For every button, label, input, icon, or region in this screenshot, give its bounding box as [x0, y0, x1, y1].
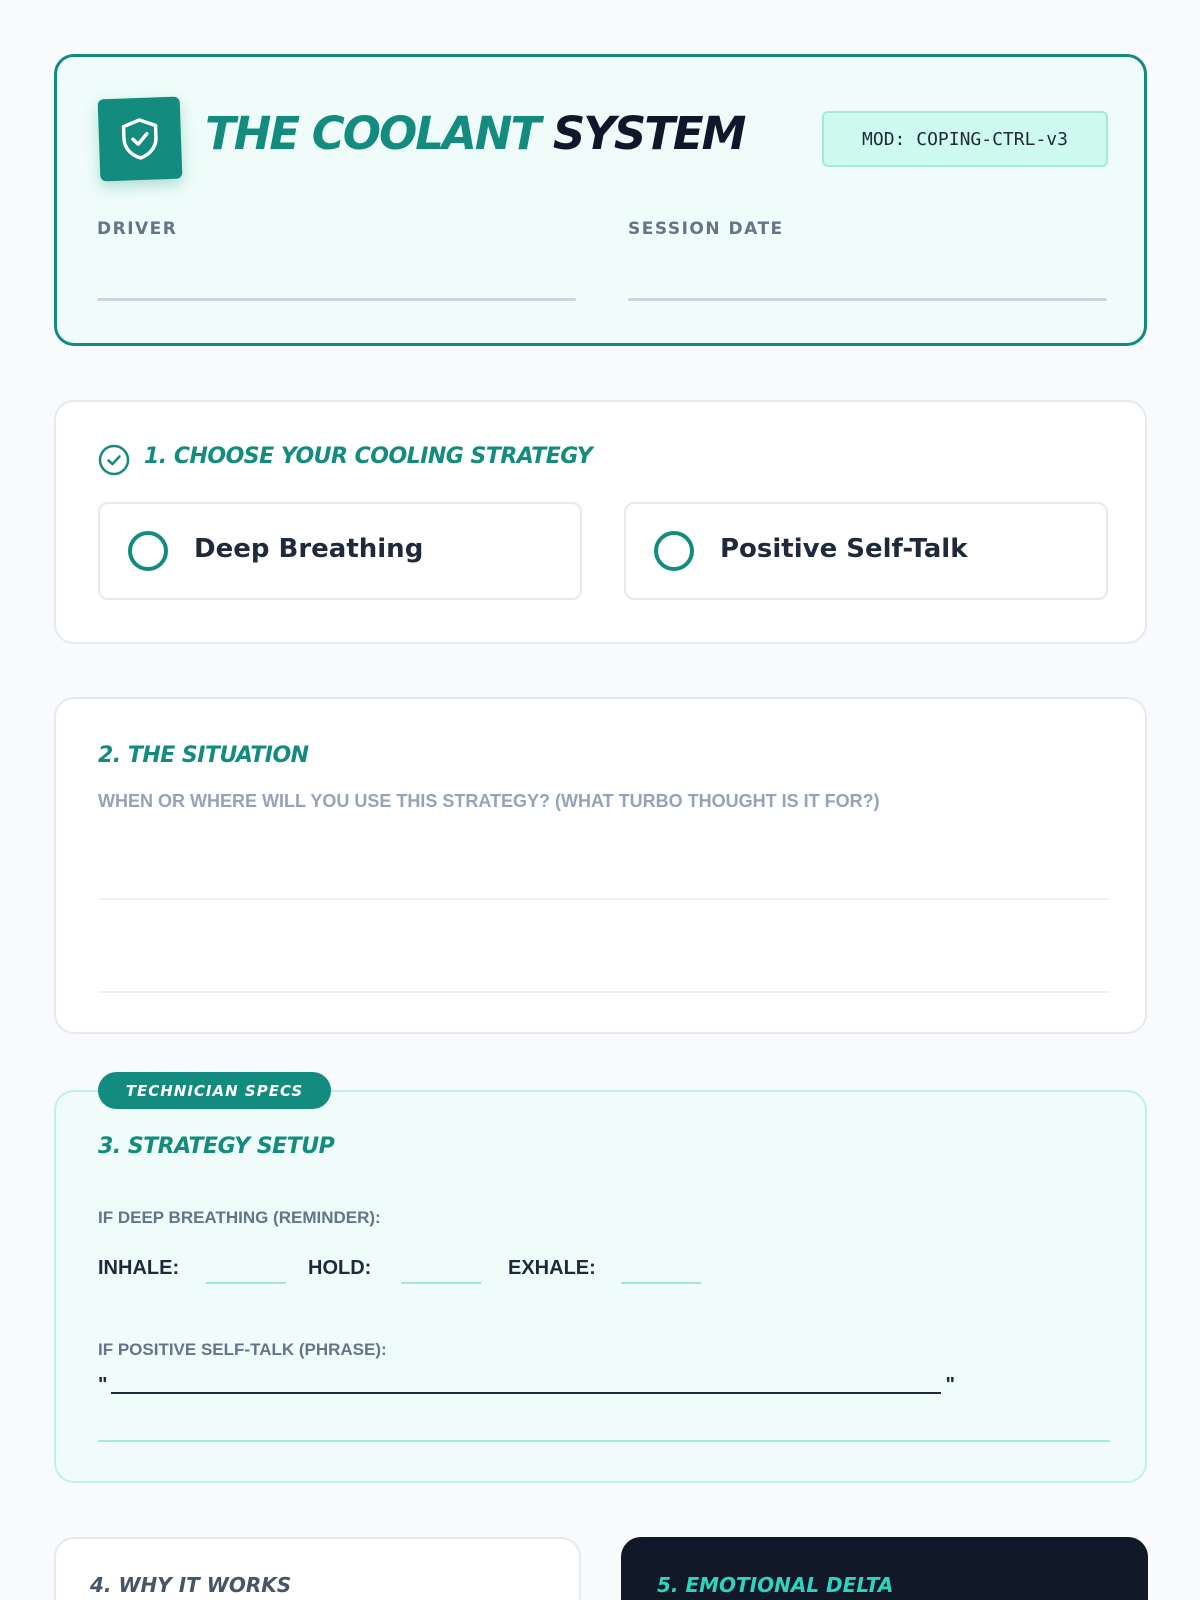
header-card: [54, 54, 1147, 346]
strategy-card: [54, 400, 1147, 644]
quote-open: ": [98, 1374, 108, 1396]
self-talk-phrase[interactable]: [98, 1374, 955, 1397]
phrase-blank[interactable]: [111, 1392, 941, 1394]
situation-title: 2. THE SITUATION: [98, 743, 309, 768]
shield-check-icon: [98, 97, 183, 182]
session-date-field[interactable]: [628, 298, 1107, 301]
inhale-label: INHALE:: [98, 1257, 180, 1279]
situation-line-1[interactable]: [98, 898, 1110, 900]
radio-positive-self-talk[interactable]: [654, 531, 694, 571]
exhale-label: EXHALE:: [508, 1257, 596, 1279]
specs-card: [54, 1090, 1147, 1483]
inhale-input[interactable]: [206, 1282, 286, 1284]
strategy-title: 1. CHOOSE YOUR COOLING STRATEGY: [144, 444, 593, 469]
self-talk-label: IF POSITIVE SELF-TALK (PHRASE):: [98, 1340, 387, 1359]
title-rest: SYSTEM: [552, 107, 745, 160]
quote-close: ": [945, 1374, 955, 1396]
breathing-reminder-label: IF DEEP BREATHING (REMINDER):: [98, 1208, 381, 1227]
option-label: Positive Self-Talk: [720, 534, 968, 564]
why-it-works-card: [54, 1537, 581, 1600]
specs-title: 3. STRATEGY SETUP: [98, 1134, 335, 1159]
check-circle-icon: [98, 444, 130, 476]
exhale-input[interactable]: [621, 1282, 701, 1284]
page-title: [205, 107, 744, 160]
driver-field[interactable]: [97, 298, 576, 301]
why-title: 4. WHY IT WORKS: [90, 1573, 292, 1597]
option-positive-self-talk[interactable]: [624, 502, 1108, 600]
module-badge: MOD: COPING-CTRL-v3: [822, 111, 1108, 167]
radio-deep-breathing[interactable]: [128, 531, 168, 571]
situation-card: [54, 697, 1147, 1034]
delta-title: 5. EMOTIONAL DELTA: [657, 1573, 894, 1597]
specs-underline: [98, 1440, 1110, 1442]
option-deep-breathing[interactable]: [98, 502, 582, 600]
hold-input[interactable]: [401, 1282, 481, 1284]
technician-specs-tab: TECHNICIAN SPECS: [98, 1072, 331, 1109]
hold-label: HOLD:: [308, 1257, 372, 1279]
situation-line-2[interactable]: [98, 991, 1110, 993]
session-date-label: SESSION DATE: [628, 219, 784, 239]
emotional-delta-card: [621, 1537, 1148, 1600]
situation-prompt: WHEN OR WHERE WILL YOU USE THIS STRATEGY? (WHAT TURBO THOUGHT IS IT FOR?): [98, 791, 880, 811]
title-accent: THE COOLANT: [205, 107, 540, 160]
option-label: Deep Breathing: [194, 534, 424, 564]
driver-label: DRIVER: [97, 219, 178, 239]
